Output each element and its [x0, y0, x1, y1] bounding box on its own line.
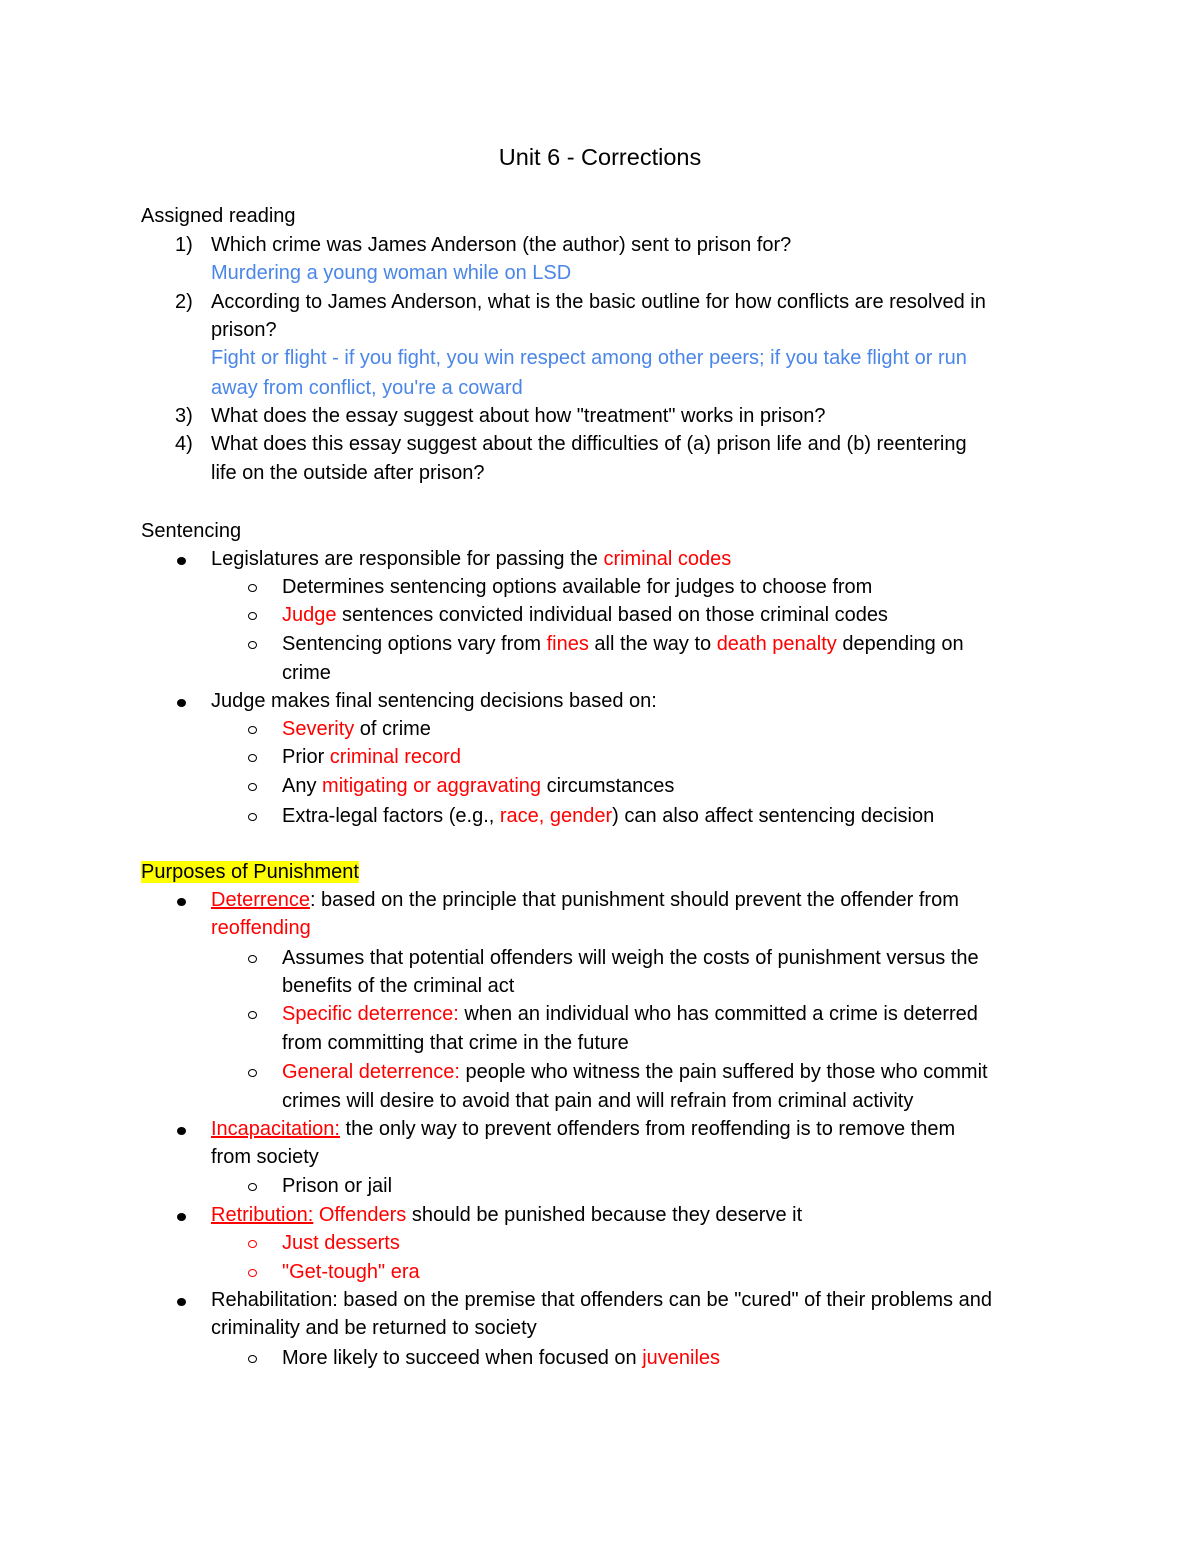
- list-subitem: "Get-tough" era: [282, 1261, 420, 1283]
- list-number: 2): [175, 291, 193, 313]
- list-item: Legislatures are responsible for passing the criminal codes: [211, 548, 732, 570]
- hollow-bullet-icon: [248, 783, 257, 791]
- answer-2-line-1: Fight or flight - if you fight, you win respect among other peers; if you take flight or run: [211, 347, 967, 369]
- answer-2-line-2: away from conflict, you're a coward: [211, 377, 523, 399]
- question-2-line-1: According to James Anderson, what is the basic outline for how conflicts are resolved in: [211, 291, 986, 313]
- list-subitem: Prior criminal record: [282, 746, 461, 768]
- hollow-bullet-icon: [248, 813, 257, 821]
- list-subitem: More likely to succeed when focused on juveniles: [282, 1347, 721, 1369]
- hollow-bullet-icon: [248, 1011, 257, 1019]
- bullet-icon: [177, 557, 186, 565]
- list-subitem: Severity of crime: [282, 718, 431, 740]
- question-3: What does the essay suggest about how "treatment" works in prison?: [211, 405, 826, 427]
- hollow-bullet-icon: [248, 1069, 257, 1077]
- list-subitem: Extra-legal factors (e.g., race, gender) can also affect sentencing decision: [282, 805, 935, 827]
- list-item-continuation: reoffending: [211, 917, 311, 939]
- question-4-line-2: life on the outside after prison?: [211, 462, 485, 484]
- list-subitem: Determines sentencing options available for judges to choose from: [282, 576, 873, 598]
- bullet-icon: [177, 699, 186, 707]
- page-title: Unit 6 - Corrections: [498, 144, 702, 170]
- list-subitem-continuation: crimes will desire to avoid that pain and will refrain from criminal activity: [282, 1090, 914, 1112]
- hollow-bullet-icon: [248, 1355, 257, 1363]
- bullet-icon: [177, 898, 186, 906]
- list-item: Judge makes final sentencing decisions based on:: [211, 690, 657, 712]
- list-item-continuation: from society: [211, 1146, 319, 1168]
- hollow-bullet-icon: [248, 1240, 257, 1248]
- hollow-bullet-icon: [248, 754, 257, 762]
- list-item: Retribution: Offenders should be punished because they deserve it: [211, 1204, 803, 1226]
- list-subitem-continuation: benefits of the criminal act: [282, 975, 515, 997]
- list-item: Incapacitation: the only way to prevent offenders from reoffending is to remove them: [211, 1118, 956, 1140]
- list-subitem-continuation: from committing that crime in the future: [282, 1032, 629, 1054]
- list-item-continuation: criminality and be returned to society: [211, 1317, 537, 1339]
- list-subitem: General deterrence: people who witness the pain suffered by those who commit: [282, 1061, 988, 1083]
- bullet-icon: [177, 1298, 186, 1306]
- section-heading-assigned-reading: Assigned reading: [141, 205, 296, 227]
- list-subitem: Specific deterrence: when an individual who has committed a crime is deterred: [282, 1003, 978, 1025]
- hollow-bullet-icon: [248, 612, 257, 620]
- list-subitem: Any mitigating or aggravating circumstances: [282, 775, 675, 797]
- list-number: 1): [175, 234, 193, 256]
- question-4-line-1: What does this essay suggest about the difficulties of (a) prison life and (b) reentering: [211, 433, 967, 455]
- section-heading-purposes: Purposes of Punishment: [141, 861, 359, 883]
- list-subitem-continuation: crime: [282, 662, 331, 684]
- list-subitem: Judge sentences convicted individual based on those criminal codes: [282, 604, 888, 626]
- answer-1: Murdering a young woman while on LSD: [211, 262, 572, 284]
- hollow-bullet-icon: [248, 1269, 257, 1277]
- bullet-icon: [177, 1127, 186, 1135]
- list-subitem: Sentencing options vary from fines all the way to death penalty depending on: [282, 633, 964, 655]
- hollow-bullet-icon: [248, 726, 257, 734]
- question-2-line-2: prison?: [211, 319, 277, 341]
- list-item: Deterrence: based on the principle that punishment should prevent the offender from: [211, 889, 959, 911]
- hollow-bullet-icon: [248, 584, 257, 592]
- hollow-bullet-icon: [248, 955, 257, 963]
- bullet-icon: [177, 1213, 186, 1221]
- list-subitem: Just desserts: [282, 1232, 400, 1254]
- question-1: Which crime was James Anderson (the author) sent to prison for?: [211, 234, 792, 256]
- list-subitem: Prison or jail: [282, 1175, 393, 1197]
- list-number: 4): [175, 433, 193, 455]
- list-subitem: Assumes that potential offenders will weigh the costs of punishment versus the: [282, 947, 979, 969]
- hollow-bullet-icon: [248, 1183, 257, 1191]
- list-item: Rehabilitation: based on the premise that offenders can be "cured" of their problems and: [211, 1289, 992, 1311]
- list-number: 3): [175, 405, 193, 427]
- section-heading-sentencing: Sentencing: [141, 520, 242, 542]
- hollow-bullet-icon: [248, 641, 257, 649]
